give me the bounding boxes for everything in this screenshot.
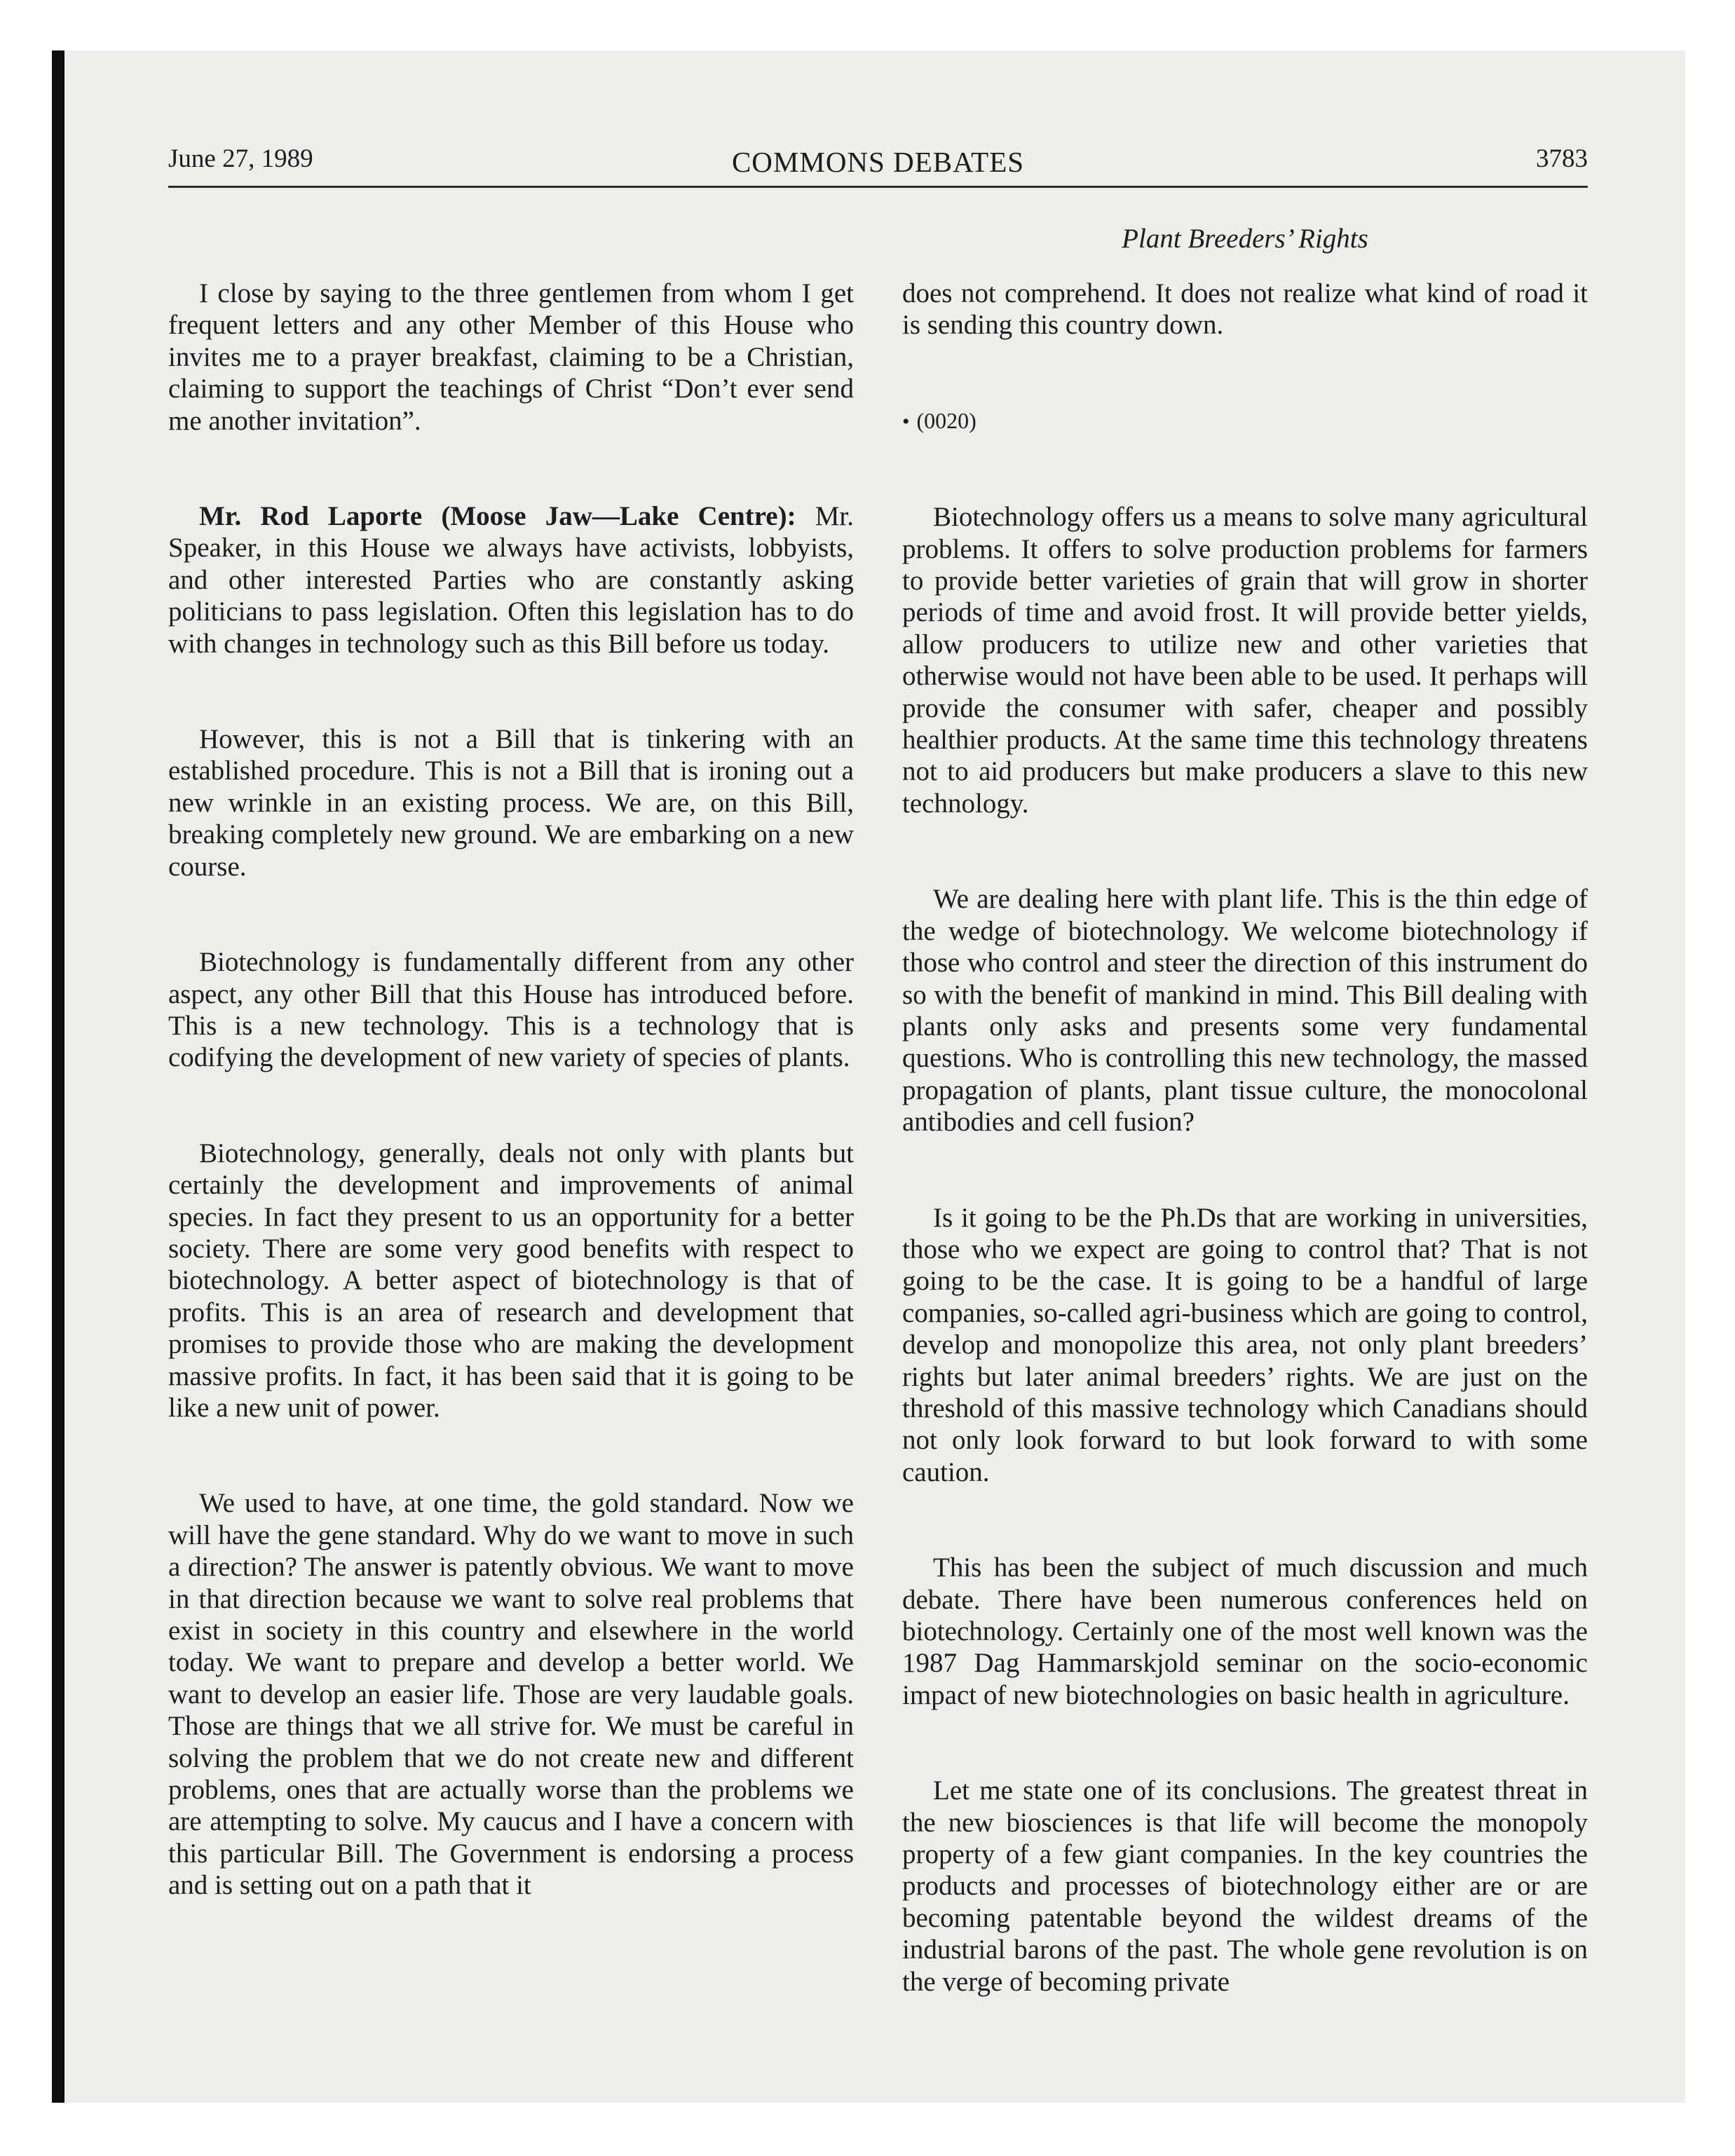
header-date: June 27, 1989: [168, 144, 313, 173]
paragraph: Let me state one of its conclusions. The greatest threat in the new biosciences is that life will become the monopoly property of a few giant companies. In the key countries the products and processes of biotechnology either are or are becoming patentable beyond the wildest dreams of the industrial barons of the past. The whole gene revolution is on the verge of becoming private: [902, 1775, 1588, 1997]
paragraph: Biotechnology offers us a means to solve many agricultural problems. It offers to solve production problems for farmers to provide better varieties of grain that will grow in shorter periods of time and avoid frost. It will provide better yields, allow producers to utilize new and other varieties that otherwise would not have been able to be used. It perhaps will provide the consumer with safer, cheaper and possibly healthier products. At the same time this technology threatens not to aid producers but make producers a slave to this new technology.: [902, 502, 1588, 819]
publication-title: COMMONS DEBATES: [731, 146, 1025, 178]
paragraph: We are dealing here with plant life. This is the thin edge of the wedge of biotechnology. We welcome biotechnology if those who control and steer the direction of this instrument do so with the benefit of mankind in mind. This Bill dealing with plants only asks and presents some very fundamental questions. Who is controlling this new technology, the massed propagation of plants, plant tissue culture, the monocolonal antibodies and cell fusion?: [902, 884, 1588, 1138]
page-header: [168, 144, 1588, 186]
speaker-paragraph: [168, 500, 854, 660]
header-rule: [168, 186, 1588, 188]
page-number: 3783: [1536, 144, 1588, 173]
paragraph: This has been the subject of much discussion and much debate. There have been numerous conferences held on biotechnology. Certainly one of the most well known was the 1987 Dag Hammarskjold seminar on the socio-economic impact of new biotechnologies on basic health in agriculture.: [902, 1553, 1588, 1710]
speech-text: Mr. Speaker, in this House we always have activists, lobbyists, and other interested Parties who are constantly asking politicians to pass legislation. Often this legislation has to do with changes in technology such as this Bill before us today.: [168, 501, 854, 659]
left-column: [168, 278, 854, 1902]
right-column: [902, 278, 1588, 1998]
running-head: Plant Breeders’ Rights: [1122, 224, 1368, 254]
paragraph: However, this is not a Bill that is tinkering with an established procedure. This is not a Bill that is ironing out a new wrinkle in an existing process. We are, on this Bill, breaking completely new ground. We are embarking on a new course.: [168, 724, 854, 882]
timestamp-text: (0020): [916, 407, 977, 433]
paragraph: Biotechnology is fundamentally different from any other aspect, any other Bill that this House has introduced before. This is a new technology. This is a technology that is codifying the development of new variety of species of plants.: [168, 947, 854, 1073]
bullet-icon: •: [902, 409, 910, 433]
paragraph: Biotechnology, generally, deals not only with plants but certainly the development and improvements of animal species. In fact they present to us an opportunity for a better society. There are some very good benefits with respect to biotechnology. A better aspect of biotechnology is that of profits. This is an area of research and development that promises to provide those who are making the development massive profits. In fact, it has been said that it is going to be like a new unit of power.: [168, 1138, 854, 1423]
binding-edge: [52, 50, 64, 2103]
paragraph: Is it going to be the Ph.Ds that are working in universities, those who we expect are going to control that? That is not going to be the case. It is going to be a handful of large companies, so-called agri-business which are going to control, develop and monopolize this area, not only plant breeders’ rights but later animal breeders’ rights. We are just on the threshold of this massive technology which Canadians should not only look forward to but look forward to with some caution.: [902, 1202, 1588, 1487]
paragraph: does not comprehend. It does not realize what kind of road it is sending this country down.: [902, 278, 1588, 341]
speaker-name: Mr. Rod Laporte (Moose Jaw—Lake Centre):: [199, 501, 796, 532]
timestamp: [902, 405, 1588, 437]
paragraph: I close by saying to the three gentlemen from whom I get frequent letters and any other Member of this House who invites me to a prayer breakfast, claiming to be a Christian, claiming to support the teachings of Christ “Don’t ever send me another invitation”.: [168, 278, 854, 436]
paragraph: We used to have, at one time, the gold standard. Now we will have the gene standard. Why do we want to move in such a direction? The answer is patently obvious. We want to move in that direction because we want to solve real problems that exist in society in this country and elsewhere in the world today. We want to prepare and develop a better world. We want to develop an easier life. Those are very laudable goals. Those are things that we all strive for. We must be careful in solving the problem that we do not create new and different problems, ones that are actually worse than the problems we are attempting to solve. My caucus and I have a concern with this particular Bill. The Government is endorsing a process and is setting out on a path that it: [168, 1488, 854, 1901]
